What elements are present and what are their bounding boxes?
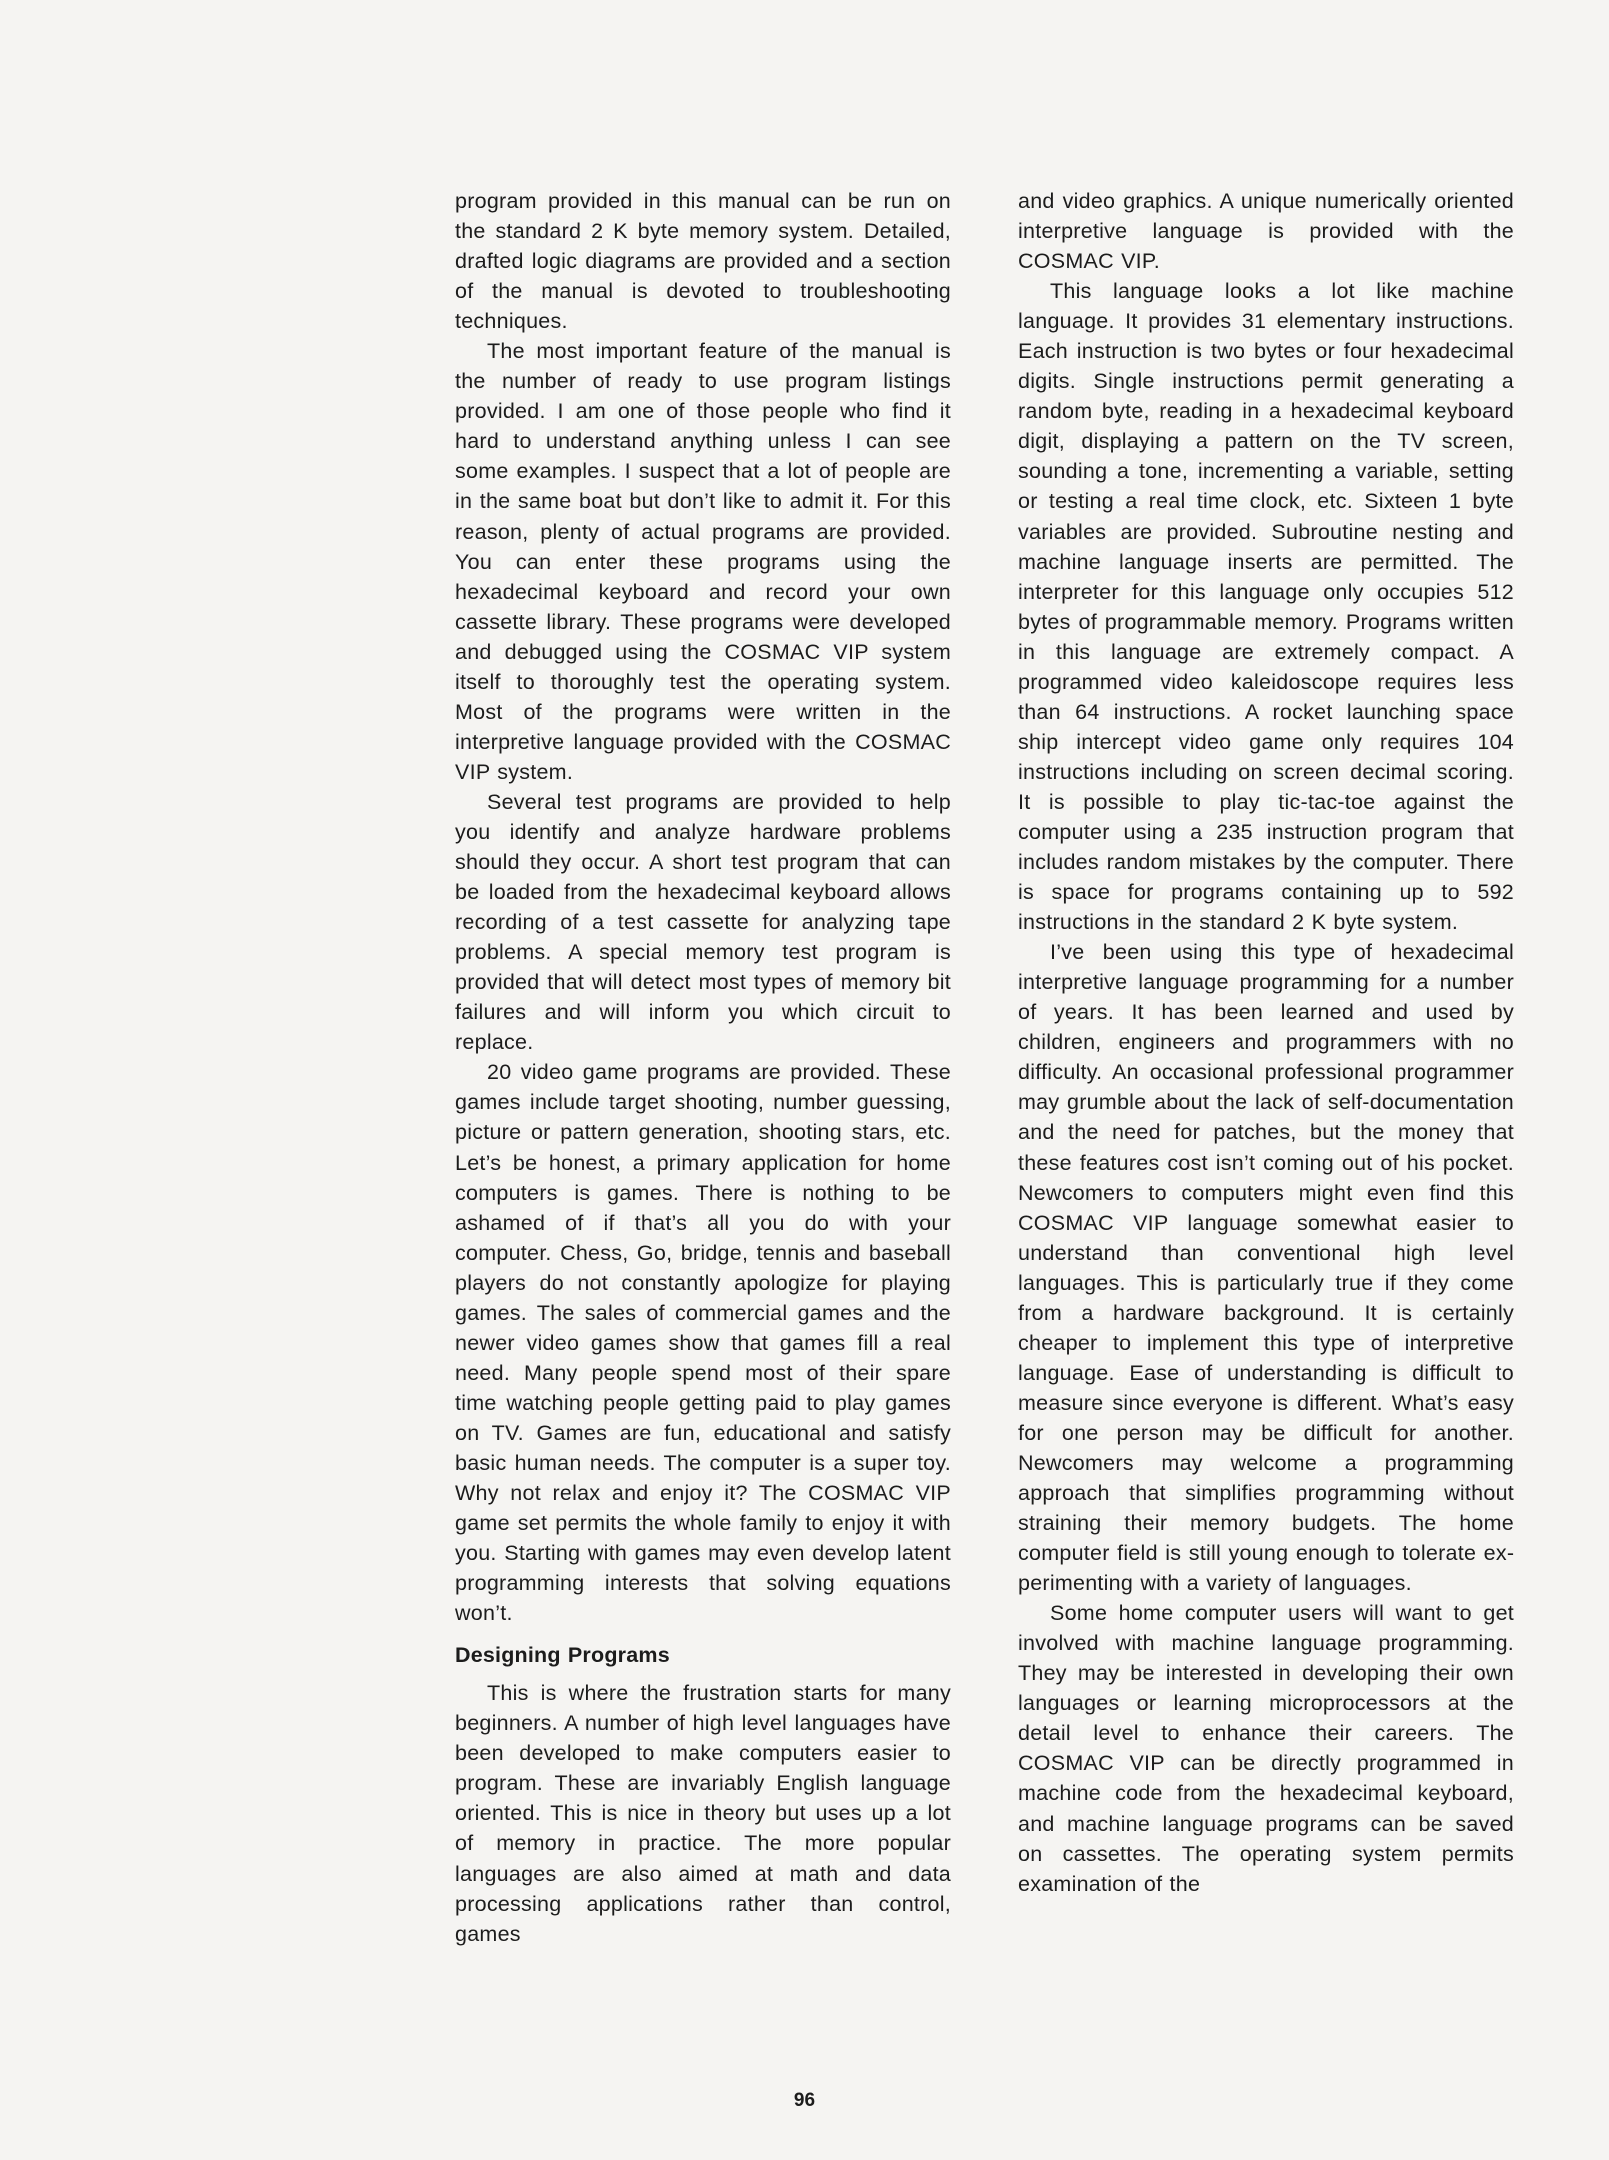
left-paragraph-4: 20 video game programs are provided. These games include target shooting, number guessing, picture or pattern generation, shooting stars, etc. Let’s be honest, a primary application for home computers is games. There is nothing to be ashamed of if that’s all you do with your computer. Chess, Go, bridge, tennis and baseball players do not constantly apologize for playing games. The sales of commercial games and the newer video games show that games fill a real need. Many people spend most of their spare time watching people getting paid to play games on TV. Games are fun, educational and satisfy basic human needs. The computer is a super toy. Why not relax and enjoy it? The COSMAC VIP game set permits the whole family to enjoy it with you. Starting with games may even develop latent programming interests that solving equations won’t. [455,1060,951,1626]
left-paragraph-5: This is where the frustration starts for many beginners. A number of high level languages have been developed to make computers easier to program. These are invariably English language oriented. This is nice in theory but uses up a lot of memory in practice. The more popular languages are also aimed at math and data processing applications rather than control, games [455,1681,951,1946]
left-paragraph-2: The most important feature of the manual is the number of ready to use program listings provided. I am one of those people who find it hard to understand anything unless I can see some examples. I suspect that a lot of people are in the same boat but don’t like to admit it. For this reason, plenty of actual programs are provided. You can enter these programs using the hexadecimal keyboard and record your own cassette library. These programs were developed and debugged using the COSMAC VIP system itself to thoroughly test the operating system. Most of the programs were written in the interpretive language provided with the COSMAC VIP system. [455,339,951,784]
left-paragraph-1: program provided in this manual can be run on the standard 2 K byte memory system. Detailed, drafted logic diagrams are provided and a section of the manual is devoted to troubleshooting techniques. [455,189,951,334]
right-paragraph-2: This language looks a lot like machine language. It provides 31 elementary instructions. Each instruction is two bytes or four hexadecimal digits. Single instructions permit generating a random byte, reading in a hexadecimal keyboard digit, displaying a pattern on the TV screen, sounding a tone, incrementing a variable, setting or testing a real time clock, etc. Sixteen 1 byte variables are provided. Subroutine nesting and machine language inserts are permitted. The interpreter for this language only occupies 512 bytes of programmable memory. Programs written in this language are extremely compact. A programmed video kaleidoscope requires less than 64 instructions. A rocket launching space ship intercept video game only requires 104 instructions including on screen decimal scoring. It is possible to play tic-tac-toe against the computer using a 235 instruction program that includes random mistakes by the computer. There is space for programs containing up to 592 instructions in the standard 2 K byte system. [1018,279,1514,935]
left-paragraph-3: Several test programs are provided to help you identify and analyze hardware problems should they occur. A short test program that can be loaded from the hexadecimal keyboard allows recording of a test cassette for analyzing tape problems. A special memory test program is provided that will detect most types of memory bit failures and will inform you which circuit to replace. [455,789,951,1055]
page-number: 96 [793,2090,816,2111]
left-column [455,186,951,1949]
right-column [1018,186,1514,1899]
right-paragraph-1: and video graphics. A unique numerically oriented interpretive language is provided with the COSMAC VIP. [1018,189,1514,274]
section-heading: Designing Programs [455,1643,670,1668]
right-paragraph-3: I’ve been using this type of hexadecimal interpretive language programming for a number of years. It has been learned and used by children, engineers and programmers with no difficulty. An occasional professional programmer may grumble about the lack of self-documentation and the need for patches, but the money that these features cost isn’t coming out of his pocket. Newcomers to computers might even find this COSMAC VIP language somewhat easier to understand than conventional high level languages. This is particularly true if they come from a hardware background. It is certainly cheaper to implement this type of interpretive language. Ease of understanding is difficult to measure since everyone is different. What’s easy for one person may be difficult for another. Newcomers may welcome a programming approach that simplifies programming without straining their memory budgets. The home computer field is still young enough to tolerate experimenting with a variety of languages. [1018,940,1514,1596]
right-paragraph-4: Some home computer users will want to get involved with machine language programming. They may be interested in developing their own languages or learning microprocessors at the detail level to enhance their careers. The COSMAC VIP can be directly programmed in machine code from the hexadecimal keyboard, and machine language programs can be saved on cassettes. The operating system permits examination of the [1018,1601,1514,1896]
